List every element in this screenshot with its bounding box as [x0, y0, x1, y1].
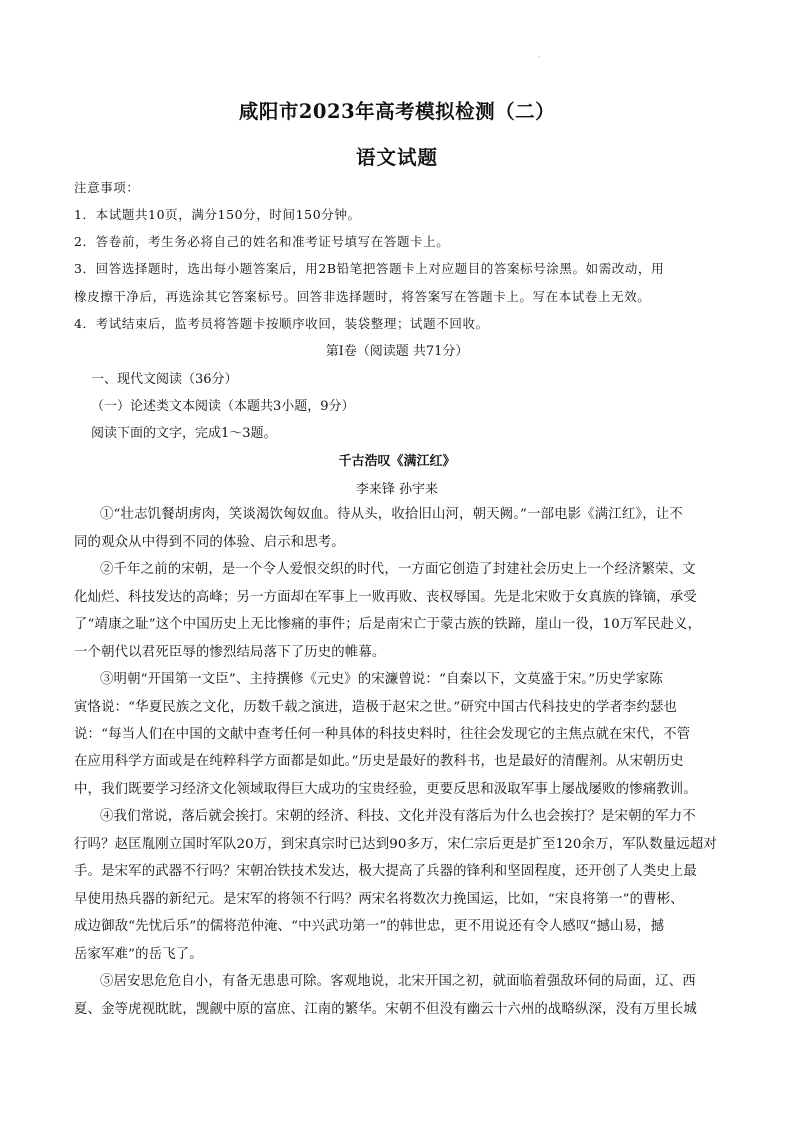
article-line: ⑤居安思危危自小，有备无患患可除。客观地说，北宋开国之初，就面临着强敌环伺的局面，辽、西	[100, 974, 696, 989]
article-line: 一个朝代以君死臣辱的惨烈结局落下了历史的帷幕。	[74, 645, 386, 660]
reading-instruction: 阅读下面的文字，完成1～3题。	[91, 426, 277, 441]
exam-title: 咸阳市2023年高考模拟检测（二）	[238, 100, 556, 123]
article-line: 了“靖康之耻”这个中国历史上无比惨痛的事件；后是南宋亡于蒙古族的铁蹄，崖山一役，10万军民赴义，	[74, 617, 702, 632]
article-line: 同的观众从中得到不同的体验、启示和思考。	[74, 535, 345, 550]
part-heading: 一、现代文阅读（36分）	[91, 372, 238, 387]
corner-mark: ·	[538, 54, 540, 61]
volume-heading: 第I卷（阅读题 共71分）	[325, 344, 469, 359]
article-line: 夏、金等虎视眈眈，觊觎中原的富庶、江南的繁华。宋朝不但没有幽云十六州的战略纵深，没有万里长城	[74, 1002, 697, 1017]
article-line: ②千年之前的宋朝，是一个令人爱恨交织的时代，一方面它创造了封建社会历史上一个经济繁荣、文	[100, 562, 696, 577]
article-line: ③明朝“开国第一文臣”、主持撰修《元史》的宋濂曾说：“自秦以下，文莫盛于宋。”历史学家陈	[100, 672, 663, 687]
notice-heading: 注意事项：	[74, 180, 140, 195]
article-authors: 李来锋 孙宇来	[355, 482, 439, 497]
article-line: 寅恪说：“华夏民族之文化，历数千载之演进，造极于赵宋之世。”研究中国古代科技史的学者李约瑟也	[74, 700, 678, 715]
notice-item-1: 1．本试题共10页，满分150分，时间150分钟。	[74, 207, 361, 222]
notice-item-3-line-1: 3．回答选择题时，选出每小题答案后，用2B铅笔把答题卡上对应题目的答案标号涂黑。如需改动，用	[74, 261, 665, 276]
article-title: 千古浩叹《满江红》	[338, 454, 456, 469]
notice-item-2: 2．答卷前，考生务必将自己的姓名和准考证号填写在答题卡上。	[74, 234, 450, 249]
notice-item-3-line-2: 橡皮擦干净后，再选涂其它答案标号。回答非选择题时，将答案写在答题卡上。写在本试卷上无效。	[74, 289, 651, 304]
article-line: 化灿烂、科技发达的高峰；另一方面却在军事上一败再败、丧权辱国。先是北宋败于女真族的锋镝，承受	[74, 590, 697, 605]
article-line: ①“壮志饥餐胡虏肉，笑谈渴饮匈奴血。待从头，收拾旧山河，朝天阙。”一部电影《满江红》，让不	[100, 507, 683, 522]
article-line: 中，我们既要学习经济文化领域取得巨大成功的宝贵经验，更要反思和汲取军事上屡战屡败的惨痛教训。	[74, 782, 697, 797]
subpart-heading: （一）论述类文本阅读（本题共3小题，9分）	[91, 399, 355, 414]
notice-item-4: 4．考试结束后，监考员将答题卡按顺序收回，装袋整理；试题不回收。	[74, 316, 489, 331]
article-line: 说：“每当人们在中国的文献中查考任何一种具体的科技史料时，往往会发现它的主焦点就在宋代，不管	[74, 727, 691, 742]
article-line: 行吗？赵匡胤刚立国时军队20万，到宋真宗时已达到90多万，宋仁宗后更是扩至120余万，军队数量远超对	[74, 837, 717, 852]
article-line: 早使用热兵器的新纪元。是宋军的将领不行吗？两宋名将数次力挽国运，比如，“宋良将第一”的曹彬、	[74, 892, 684, 907]
article-line: 岳家军难”的岳飞了。	[74, 947, 203, 962]
subject-title: 语文试题	[355, 146, 438, 169]
article-line: 手。是宋军的武器不行吗？宋朝冶铁技术发达，极大提高了兵器的锋利和坚固程度，还开创了人类史上最	[74, 864, 697, 879]
article-line: 在应用科学方面或是在纯粹科学方面都是如此。”历史是最好的教科书，也是最好的清醒剂。从宋朝历史	[74, 754, 684, 769]
article-line: 成边御敌“先忧后乐”的儒将范仲淹、“中兴武功第一”的韩世忠，更不用说还有令人感叹“撼山易，撼	[74, 919, 665, 934]
article-line: ④我们常说，落后就会挨打。宋朝的经济、科技、文化并没有落后为什么也会挨打？是宋朝的军力不	[100, 809, 696, 824]
